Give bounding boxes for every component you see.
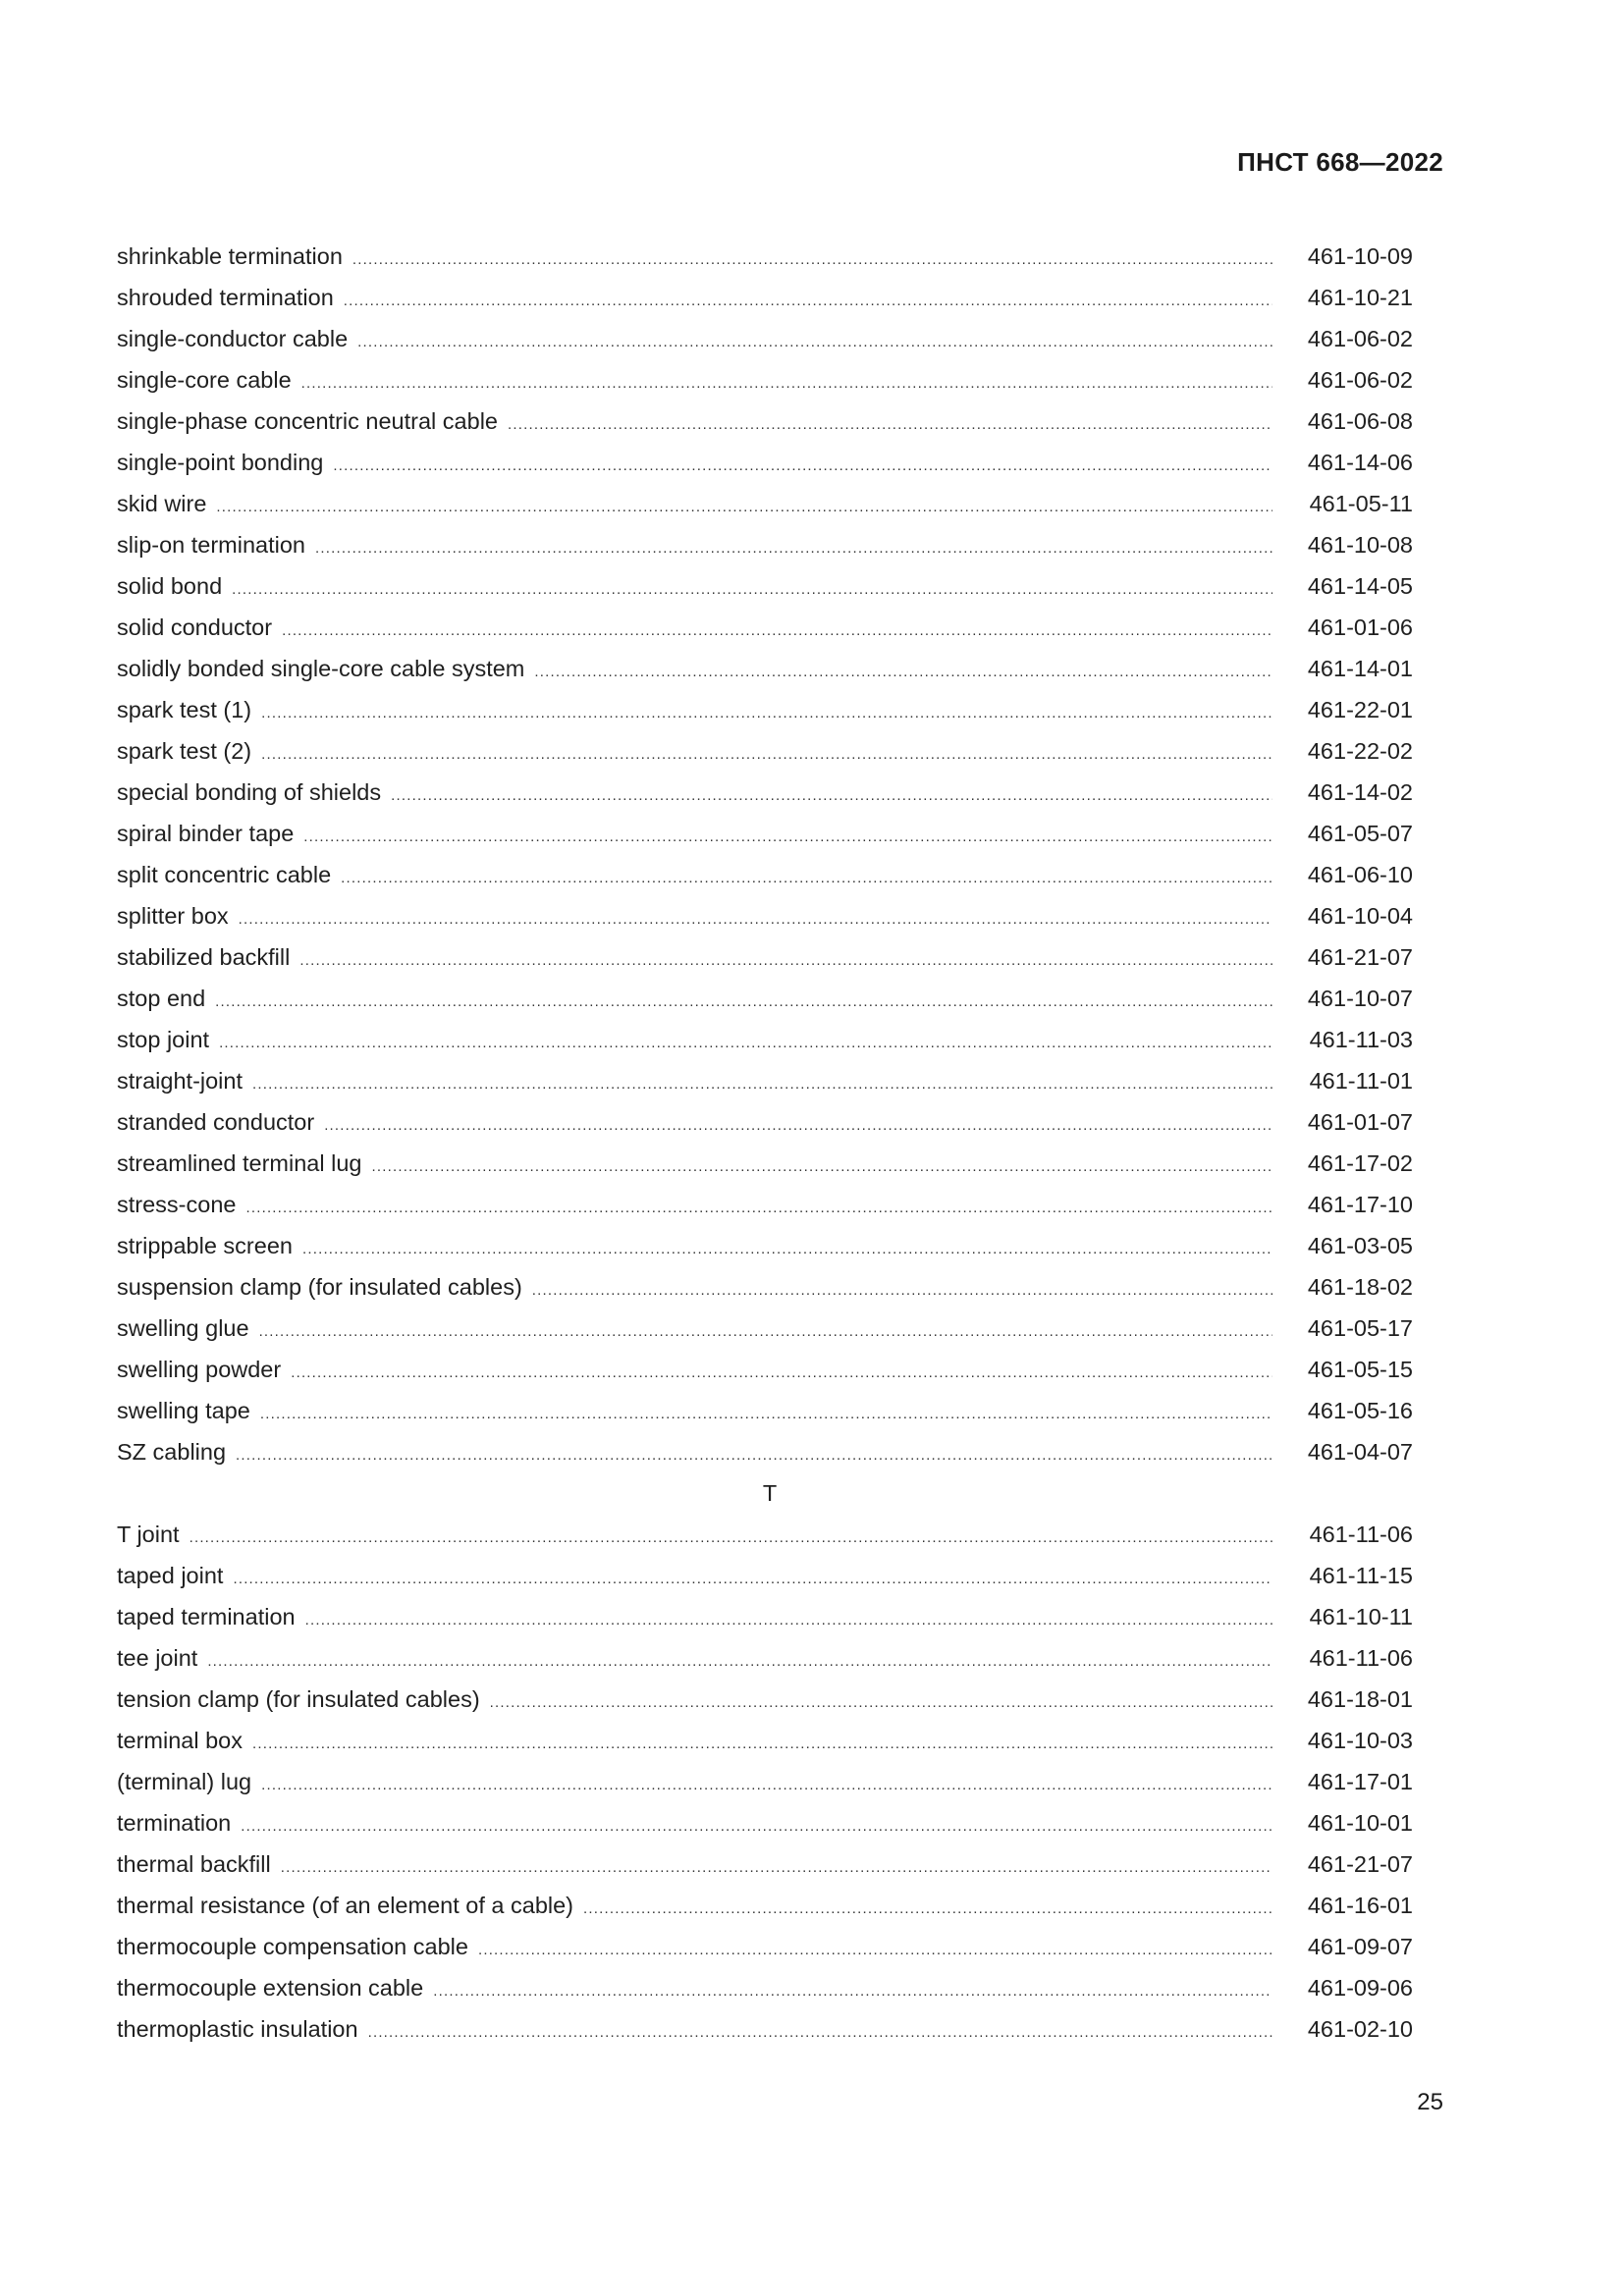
entry-code: 461-14-01 [1307, 656, 1413, 681]
section-letter-t: T [762, 1480, 778, 1506]
dot-leader [233, 1555, 1272, 1600]
entry-term: strippable screen [117, 1233, 293, 1258]
entry-term: tension clamp (for insulated cables) [117, 1686, 480, 1712]
dot-leader [352, 236, 1272, 281]
entry-code: 461-06-02 [1307, 326, 1413, 351]
entry-code: 461-17-10 [1307, 1192, 1413, 1217]
dot-leader [239, 895, 1272, 940]
dot-leader [315, 524, 1272, 569]
index-entry [117, 1885, 1413, 1926]
entry-term: taped termination [117, 1604, 296, 1629]
entry-term: solid conductor [117, 614, 273, 640]
dot-leader [260, 1390, 1272, 1435]
index-entry [117, 1060, 1413, 1101]
index-entry [117, 318, 1413, 359]
entry-code: 461-03-05 [1307, 1233, 1413, 1258]
dot-leader [261, 689, 1272, 734]
dot-leader [333, 442, 1272, 487]
dot-leader [236, 1431, 1272, 1476]
entry-code: 461-05-07 [1307, 821, 1413, 846]
entry-code: 461-05-11 [1309, 491, 1413, 516]
dot-leader [232, 565, 1272, 611]
entry-code: 461-10-11 [1309, 1604, 1413, 1629]
dot-leader [303, 813, 1272, 858]
entry-term: solid bond [117, 573, 223, 599]
entry-term: slip-on termination [117, 532, 306, 558]
entry-term: split concentric cable [117, 862, 332, 887]
index-entry [117, 2008, 1413, 2050]
dot-leader [216, 483, 1272, 528]
dot-leader [302, 1225, 1272, 1270]
index-entry [117, 277, 1413, 318]
entry-term: spark test (2) [117, 738, 252, 764]
dot-leader [534, 648, 1272, 693]
entry-term: thermal resistance (of an element of a cable) [117, 1893, 574, 1918]
index-entry [117, 1843, 1413, 1885]
index-entry [117, 1019, 1413, 1060]
index-entry [117, 1926, 1413, 1967]
index-entry [117, 400, 1413, 442]
entry-code: 461-18-02 [1307, 1274, 1413, 1300]
index-entry [117, 524, 1413, 565]
dot-leader [261, 730, 1272, 775]
entry-term: single-core cable [117, 367, 292, 393]
entry-term: tee joint [117, 1645, 198, 1671]
index-entry [117, 1266, 1413, 1308]
dot-leader [433, 1967, 1272, 2012]
entry-code: 461-10-21 [1307, 285, 1413, 310]
entry-code: 461-02-10 [1307, 2016, 1413, 2042]
index-entry [117, 1720, 1413, 1761]
entry-term: stress-cone [117, 1192, 237, 1217]
dot-leader [207, 1637, 1272, 1682]
dot-leader [532, 1266, 1272, 1311]
dot-leader [583, 1885, 1272, 1930]
index-entry [117, 359, 1413, 400]
entry-code: 461-10-01 [1307, 1810, 1413, 1836]
dot-leader [341, 854, 1272, 899]
entry-code: 461-10-03 [1307, 1728, 1413, 1753]
entry-code: 461-22-01 [1307, 697, 1413, 722]
entry-code: 461-21-07 [1307, 944, 1413, 970]
entry-code: 461-06-08 [1307, 408, 1413, 434]
entry-code: 461-21-07 [1307, 1851, 1413, 1877]
entry-term: stabilized backfill [117, 944, 291, 970]
dot-leader [291, 1349, 1272, 1394]
entry-term: T joint [117, 1522, 180, 1547]
dot-leader [219, 1019, 1272, 1064]
entry-code: 461-11-06 [1309, 1645, 1413, 1671]
index-entry [117, 772, 1413, 813]
entry-term: single-phase concentric neutral cable [117, 408, 498, 434]
entry-code: 461-01-06 [1307, 614, 1413, 640]
index-entry [117, 730, 1413, 772]
index-entry [117, 483, 1413, 524]
index-entry [117, 854, 1413, 895]
entry-code: 461-11-06 [1309, 1522, 1413, 1547]
index-entry [117, 1308, 1413, 1349]
entry-code: 461-14-05 [1307, 573, 1413, 599]
dot-leader [259, 1308, 1272, 1353]
entry-code: 461-06-02 [1307, 367, 1413, 393]
dot-leader [490, 1679, 1272, 1724]
entry-code: 461-05-16 [1307, 1398, 1413, 1423]
entry-term: shrinkable termination [117, 243, 343, 269]
entry-term: spark test (1) [117, 697, 252, 722]
dot-leader [252, 1720, 1272, 1765]
entry-term: single-conductor cable [117, 326, 349, 351]
entry-code: 461-10-07 [1307, 986, 1413, 1011]
entry-code: 461-05-15 [1307, 1357, 1413, 1382]
index-entry [117, 895, 1413, 936]
index-entry [117, 813, 1413, 854]
entry-term: swelling powder [117, 1357, 282, 1382]
dot-leader [305, 1596, 1272, 1641]
dot-leader [282, 607, 1272, 652]
dot-leader [357, 318, 1272, 363]
dot-leader [478, 1926, 1272, 1971]
entry-term: (terminal) lug [117, 1769, 252, 1794]
entry-code: 461-09-06 [1307, 1975, 1413, 2001]
dot-leader [241, 1802, 1272, 1847]
entry-term: stop joint [117, 1027, 210, 1052]
index-entry [117, 1596, 1413, 1637]
entry-term: splitter box [117, 903, 229, 929]
entry-term: spiral binder tape [117, 821, 295, 846]
dot-leader [391, 772, 1272, 817]
dot-leader [261, 1761, 1272, 1806]
index-entry [117, 1225, 1413, 1266]
entry-term: shrouded termination [117, 285, 334, 310]
index-entry [117, 236, 1413, 277]
entry-code: 461-10-08 [1307, 532, 1413, 558]
index-section-s [117, 236, 1413, 1472]
index-entry [117, 1431, 1413, 1472]
dot-leader [344, 277, 1272, 322]
entry-term: streamlined terminal lug [117, 1150, 362, 1176]
index-entry [117, 1802, 1413, 1843]
index-entry [117, 689, 1413, 730]
entry-code: 461-18-01 [1307, 1686, 1413, 1712]
entry-term: termination [117, 1810, 232, 1836]
entry-code: 461-16-01 [1307, 1893, 1413, 1918]
document-header: ПНСТ 668—2022 [1237, 147, 1443, 177]
index-entry [117, 1637, 1413, 1679]
dot-leader [252, 1060, 1272, 1105]
index-entry [117, 1514, 1413, 1555]
dot-leader [189, 1514, 1272, 1559]
index-entry [117, 648, 1413, 689]
entry-term: special bonding of shields [117, 779, 382, 805]
index-entry [117, 1143, 1413, 1184]
entry-code: 461-17-02 [1307, 1150, 1413, 1176]
index-list [117, 236, 1413, 2050]
dot-leader [324, 1101, 1272, 1147]
entry-term: terminal box [117, 1728, 243, 1753]
entry-term: thermocouple extension cable [117, 1975, 424, 2001]
entry-term: swelling glue [117, 1315, 249, 1341]
dot-leader [371, 1143, 1272, 1188]
entry-term: thermal backfill [117, 1851, 271, 1877]
entry-code: 461-22-02 [1307, 738, 1413, 764]
index-entry [117, 978, 1413, 1019]
entry-code: 461-11-01 [1309, 1068, 1413, 1094]
index-section-t [117, 1514, 1413, 2050]
entry-code: 461-11-15 [1309, 1563, 1413, 1588]
dot-leader [215, 978, 1272, 1023]
index-entry [117, 1390, 1413, 1431]
index-entry [117, 607, 1413, 648]
dot-leader [301, 359, 1272, 404]
entry-term: stranded conductor [117, 1109, 315, 1135]
index-entry [117, 1349, 1413, 1390]
index-entry [117, 936, 1413, 978]
entry-term: stop end [117, 986, 206, 1011]
entry-code: 461-10-09 [1307, 243, 1413, 269]
entry-code: 461-14-06 [1307, 450, 1413, 475]
entry-code: 461-17-01 [1307, 1769, 1413, 1794]
dot-leader [368, 2008, 1272, 2054]
entry-term: single-point bonding [117, 450, 324, 475]
index-entry [117, 1761, 1413, 1802]
index-entry [117, 1679, 1413, 1720]
entry-term: skid wire [117, 491, 207, 516]
entry-code: 461-05-17 [1307, 1315, 1413, 1341]
dot-leader [281, 1843, 1272, 1889]
dot-leader [245, 1184, 1272, 1229]
entry-term: taped joint [117, 1563, 224, 1588]
dot-leader [508, 400, 1272, 446]
entry-code: 461-04-07 [1307, 1439, 1413, 1465]
entry-code: 461-06-10 [1307, 862, 1413, 887]
entry-term: solidly bonded single-core cable system [117, 656, 525, 681]
entry-term: thermocouple compensation cable [117, 1934, 468, 1959]
entry-term: thermoplastic insulation [117, 2016, 358, 2042]
entry-term: swelling tape [117, 1398, 250, 1423]
index-entry [117, 1184, 1413, 1225]
entry-term: straight-joint [117, 1068, 243, 1094]
entry-code: 461-14-02 [1307, 779, 1413, 805]
index-entry [117, 1555, 1413, 1596]
dot-leader [299, 936, 1272, 982]
index-entry [117, 565, 1413, 607]
entry-code: 461-09-07 [1307, 1934, 1413, 1959]
entry-code: 461-10-04 [1307, 903, 1413, 929]
entry-code: 461-01-07 [1307, 1109, 1413, 1135]
entry-term: SZ cabling [117, 1439, 227, 1465]
index-entry [117, 442, 1413, 483]
index-entry [117, 1101, 1413, 1143]
page-number: 25 [1417, 2089, 1443, 2115]
index-entry [117, 1967, 1413, 2008]
entry-term: suspension clamp (for insulated cables) [117, 1274, 522, 1300]
entry-code: 461-11-03 [1309, 1027, 1413, 1052]
